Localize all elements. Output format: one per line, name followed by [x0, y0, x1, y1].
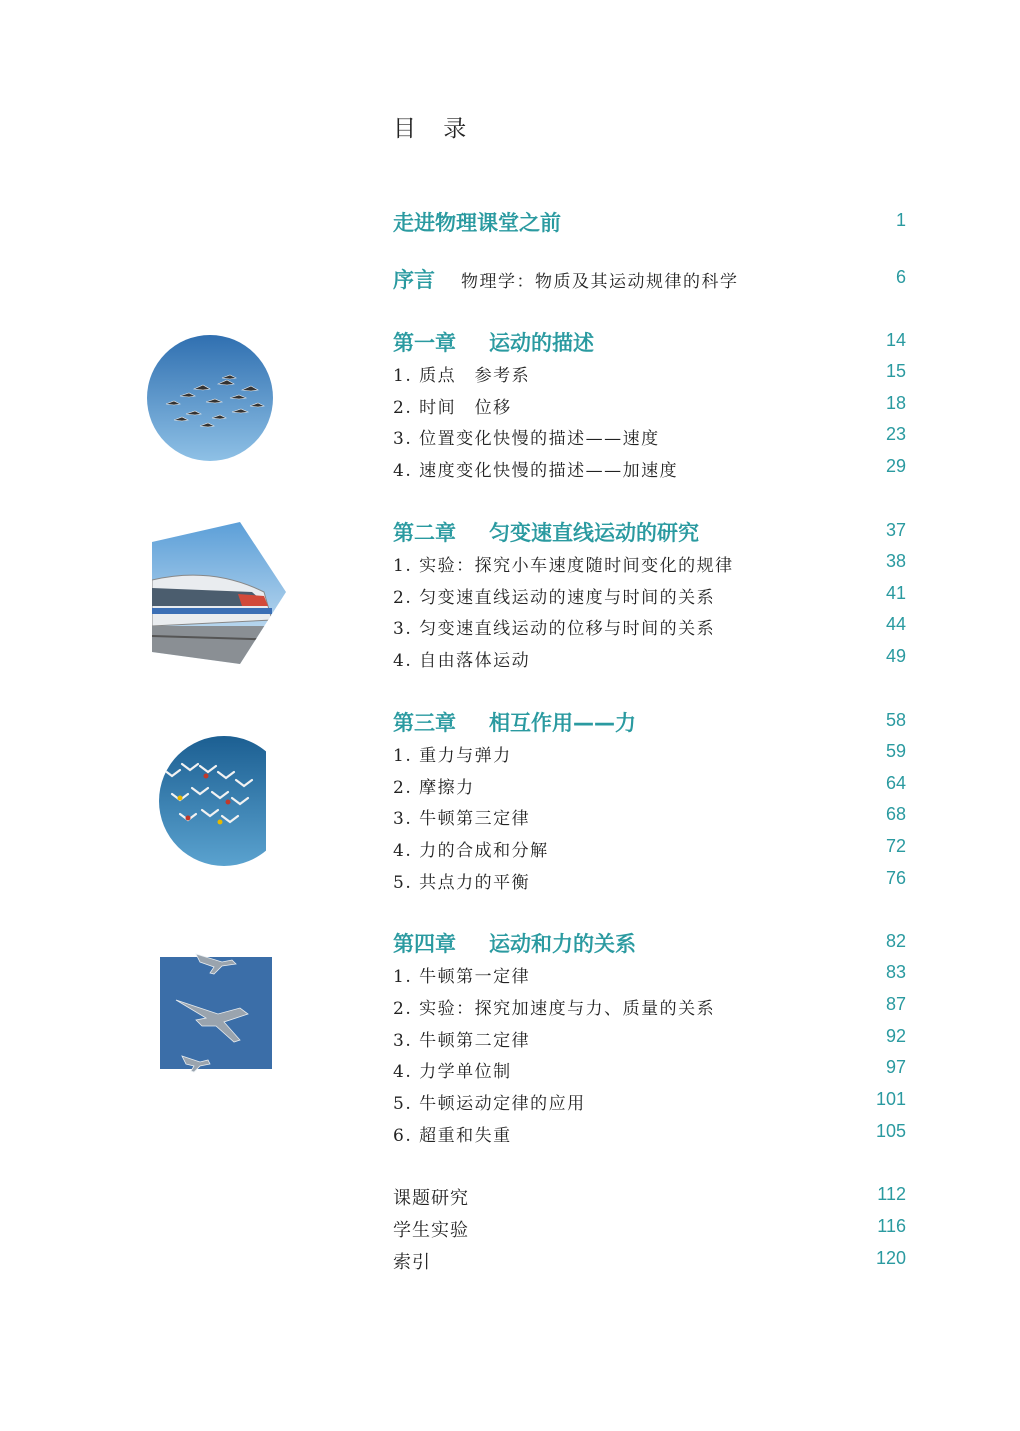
toc-entry-index[interactable] [393, 1248, 906, 1278]
chapter-number: 第三章 [393, 711, 456, 735]
toc-entry-project-research[interactable] [393, 1184, 906, 1214]
section-label: 4. 力的合成和分解 [393, 841, 549, 861]
page-number: 41 [885, 583, 906, 603]
section-entry[interactable] [393, 393, 906, 423]
chapter-title: 第一章 运动的描述 [393, 327, 594, 357]
chapter-title: 第二章 匀变速直线运动的研究 [393, 517, 699, 547]
section-entry[interactable] [393, 583, 906, 613]
section-label: 1. 实验：探究小车速度随时间变化的规律 [393, 556, 734, 576]
page-number: 101 [875, 1089, 906, 1109]
section-label: 2. 实验：探究加速度与力、质量的关系 [393, 999, 716, 1019]
section-entry[interactable] [393, 962, 906, 992]
page-number: 37 [885, 520, 906, 540]
section-label: 1. 牛顿第一定律 [393, 967, 531, 987]
page-number: 15 [885, 361, 906, 381]
chapter-title: 第四章 运动和力的关系 [393, 928, 636, 958]
page-number: 87 [885, 994, 906, 1014]
entry-label: 学生实验 [393, 1220, 469, 1241]
toc-entry-before-class[interactable] [393, 207, 906, 237]
section-entry[interactable] [393, 868, 906, 898]
chapter-heading-1[interactable] [393, 327, 906, 357]
section-label: 4. 自由落体运动 [393, 651, 531, 671]
section-label: 4. 速度变化快慢的描述——加速度 [393, 461, 679, 481]
fighter-jets-illustration [160, 948, 272, 1076]
section-entry[interactable] [393, 1026, 906, 1056]
section-entry[interactable] [393, 1121, 906, 1151]
section-label: 3. 位置变化快慢的描述——速度 [393, 429, 660, 449]
section-entry[interactable] [393, 646, 906, 676]
section-label: 2. 时间 位移 [393, 398, 512, 418]
section-label: 5. 共点力的平衡 [393, 873, 531, 893]
page-number: 18 [885, 393, 906, 413]
page-number: 97 [885, 1057, 906, 1077]
section-entry[interactable] [393, 773, 906, 803]
page-number: 82 [885, 931, 906, 951]
section-entry[interactable] [393, 424, 906, 454]
page-number: 76 [885, 868, 906, 888]
page-number: 72 [885, 836, 906, 856]
page-number: 14 [885, 330, 906, 350]
chapter-number: 第二章 [393, 521, 456, 545]
section-entry[interactable] [393, 1057, 906, 1087]
page-number: 68 [885, 804, 906, 824]
section-label: 6. 超重和失重 [393, 1126, 512, 1146]
section-entry[interactable] [393, 836, 906, 866]
chapter-heading-3[interactable] [393, 707, 906, 737]
entry-label: 序言 物理学：物质及其运动规律的科学 [393, 268, 739, 292]
section-label: 5. 牛顿运动定律的应用 [393, 1094, 586, 1114]
page-number: 29 [885, 456, 906, 476]
birds-illustration [146, 334, 274, 462]
page-number: 49 [885, 646, 906, 666]
page-number: 59 [885, 741, 906, 761]
page-title: 目 录 [393, 116, 477, 142]
section-entry[interactable] [393, 1089, 906, 1119]
section-entry[interactable] [393, 614, 906, 644]
page-number: 38 [885, 551, 906, 571]
chapter-title: 第三章 相互作用——力 [393, 707, 636, 737]
chapter-number: 第一章 [393, 331, 456, 355]
maglev-train-illustration [152, 522, 286, 664]
page-number: 120 [875, 1248, 906, 1268]
section-label: 2. 摩擦力 [393, 778, 475, 798]
page-number: 23 [885, 424, 906, 444]
page-number: 44 [885, 614, 906, 634]
page-number: 92 [885, 1026, 906, 1046]
section-label: 3. 牛顿第二定律 [393, 1031, 531, 1051]
section-label: 1. 质点 参考系 [393, 366, 531, 386]
page-number: 83 [885, 962, 906, 982]
section-entry[interactable] [393, 741, 906, 771]
page-number: 112 [877, 1184, 906, 1204]
page-number: 6 [895, 267, 906, 287]
section-label: 4. 力学单位制 [393, 1062, 512, 1082]
toc-entry-preface[interactable] [393, 264, 906, 294]
preface-subtitle: 物理学：物质及其运动规律的科学 [461, 272, 739, 292]
page-number: 64 [885, 773, 906, 793]
toc-entry-student-experiments[interactable] [393, 1216, 906, 1246]
section-entry[interactable] [393, 361, 906, 391]
section-label: 1. 重力与弹力 [393, 746, 512, 766]
section-entry[interactable] [393, 994, 906, 1024]
section-entry[interactable] [393, 804, 906, 834]
entry-label: 课题研究 [393, 1188, 469, 1209]
page-number: 116 [877, 1216, 906, 1236]
page-number: 1 [895, 210, 906, 230]
page-number: 58 [885, 710, 906, 730]
chapter-heading-2[interactable] [393, 517, 906, 547]
section-entry[interactable] [393, 456, 906, 486]
page-number: 105 [875, 1121, 906, 1141]
entry-label: 索引 [393, 1252, 431, 1273]
section-label: 3. 牛顿第三定律 [393, 809, 531, 829]
section-label: 2. 匀变速直线运动的速度与时间的关系 [393, 588, 716, 608]
section-label: 3. 匀变速直线运动的位移与时间的关系 [393, 619, 716, 639]
entry-label: 走进物理课堂之前 [393, 211, 561, 235]
chapter-heading-4[interactable] [393, 928, 906, 958]
skydivers-illustration [158, 736, 266, 866]
section-entry[interactable] [393, 551, 906, 581]
chapter-number: 第四章 [393, 932, 456, 956]
